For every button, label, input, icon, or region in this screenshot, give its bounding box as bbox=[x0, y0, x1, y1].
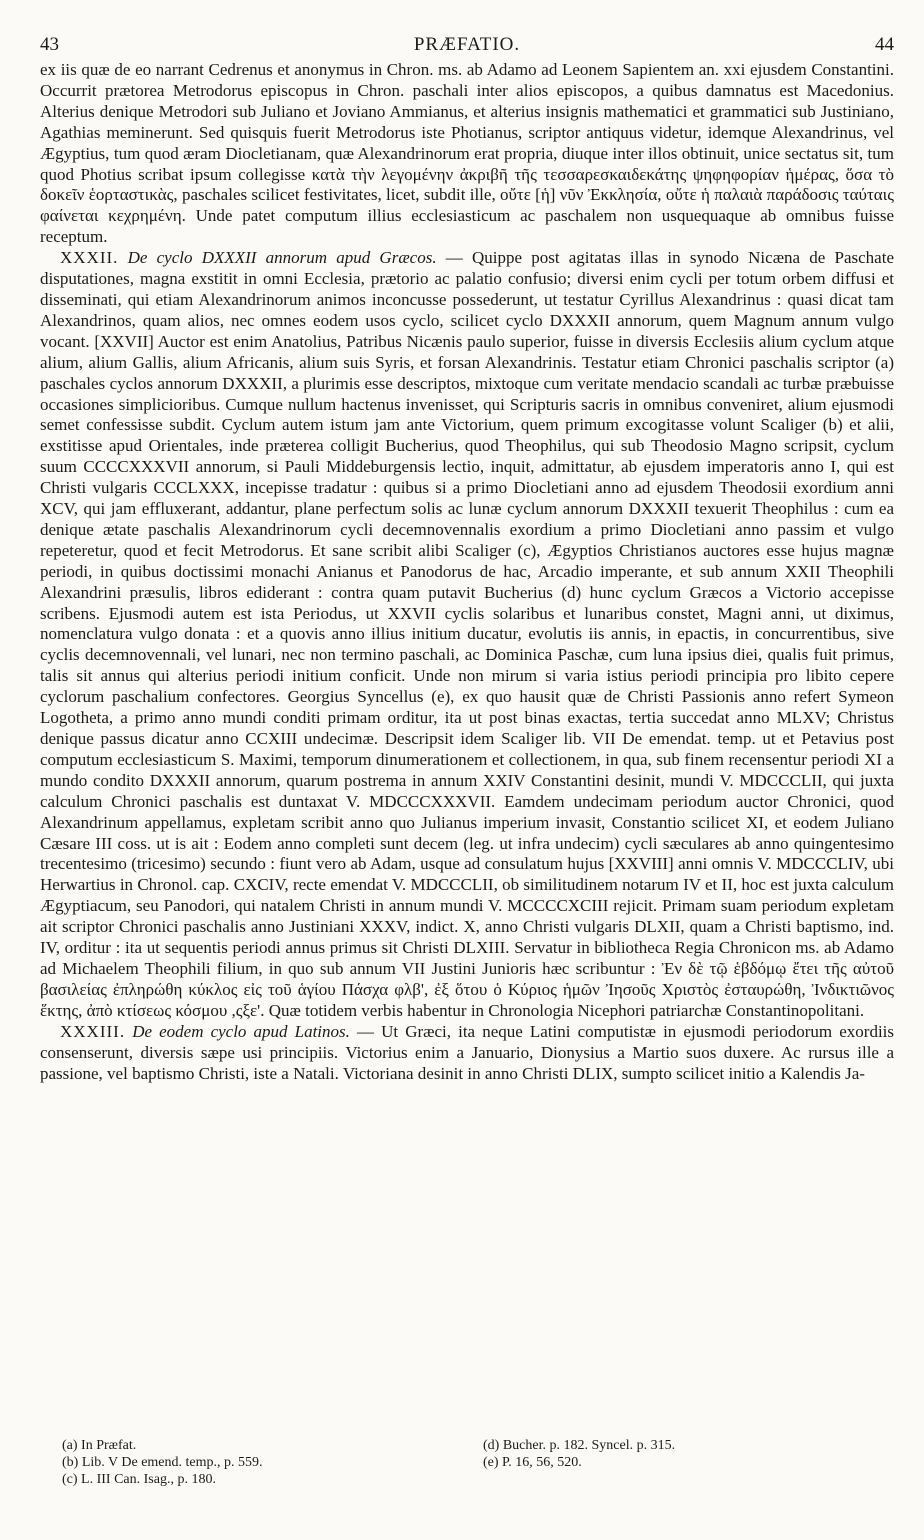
footnote: (c) L. III Can. Isag., p. 180. bbox=[62, 1472, 216, 1487]
section-number: XXXIII. bbox=[60, 1021, 126, 1041]
running-title: PRÆFATIO. bbox=[413, 34, 521, 55]
running-header bbox=[40, 34, 894, 56]
footnote: (a) In Præfat. bbox=[62, 1438, 137, 1453]
section-number: XXXII. bbox=[60, 248, 119, 268]
section-xxxii bbox=[40, 248, 894, 1022]
main-text bbox=[40, 60, 894, 1084]
paragraph-text: ex iis quæ de eo narrant Cedrenus et anonymus in Chron. ms. ab Adamo ad Leonem Sapientem an. xxi ejusdem Constantini. Occurrit prætorea Metrodorus episcopus in Chron. paschali inter alios episcopos, a quibus damnatus est Macedonius. Alterius denique Metrodori sub Juliano et Joviano Ammianus, et alterius insignis mathematici et grammatici sub Justiniano, Agathias meminerunt. Sed quisquis fuerit Metrodorus iste Photianus, scriptor antiquus videtur, idemque Alexandrinus, vel Ægyptius, tum quod æram Diocletianam, quæ Alexandrinorum erat propria, diuque inter illos obtinuit, unice sectatus sit, tum quod Photius scribat ipsum collegisse κατὰ τὴν λεγομένην ἀκριβῆ τῆς τεσσαρεσκαιδεκάτης ψηφηφορίαν ἡμέρας, ὅσα τὸ δοκεῖν ἑορταστικὰς, paschales scilicet festivitates, licet, subdit ille, οὔτε [ἡ] νῦν Ἐκκλησία, οὔτε ἡ παλαιὰ παράδοσις ταύταις φαίνεται κεχρημένη. Unde patet computum illius ecclesiasticum ac paschalem non usquequaque ab omnibus fuisse receptum. bbox=[40, 60, 894, 247]
section-text: — Ut Græci, ita neque Latini computistæ in ejusmodi periodorum exordiis consenserunt, diversis sæpe usi principiis. Victorius enim a Januario, Dionysius a Martio suos duxere. Ac rursus ille a passione, vel baptismo Christi, iste a Natali. Victoriana desinit in anno Christi DLIX, sumpto scilicet initio a Kalendis Ja- bbox=[40, 1021, 895, 1083]
section-xxxiii bbox=[40, 1022, 894, 1085]
paragraph-continued bbox=[40, 60, 894, 248]
section-text: — Quippe post agitatas illas in synodo Nicæna de Paschate disputationes, magna exstitit in omni Ecclesia, prætorio ac palatio confusio; diversi enim cycli per totum orbem diffusi et disseminati, qui etiam Alexandrinorum animos inconcusse possederunt, ut testatur Cyrillus Alexandrinus : quasi dicat tam Alexandrinos, quam alios, nec omnes eodem usos cyclo, scilicet cyclo DXXXII annorum, quem Magnum annum vulgo vocant. [XXVII] Auctor est enim Anatolius, Patribus Nicænis paulo superior, fuisse in diversis Ecclesiis alium cyclum atque alium, alium Gallis, alium Africanis, alium suis Syris, et forsan Alexandrinis. Testatur etiam Chronici paschalis scriptor (a) paschales cyclos annorum DXXXII, a plurimis esse descriptos, mixtoque cum veritate mendacio scandali ac turbæ præbuisse occasiones simplicioribus. Cumque nullum hactenus invenisset, qui Scripturis sacris in omnibus conveniret, alium ejusmodi semet confessisse subdit. Cyclum autem istum jam ante Victorium, quem primum excogitasse volunt Scaliger (b) et alii, exstitisse apud Orientales, inde præterea colligit Bucherius, quod Theophilus, qui sub Theodosio Magno scripsit, cyclum suum CCCCXXXVII annorum, si Pauli Middeburgensis lectio, inquit, admittatur, ab ejusdem imperatoris anno I, qui est Christi vulgaris CCCLXXX, incepisse tradatur : quibus si a primo Diocletiani anno ad ejusdem Theodosii exordium anni XCV, qui jam effluxerant, addantur, plane perfectum solis ac lunæ cyclum annorum DXXXII texuerit Theophilus : cum ea denique ætate paschalis Alexandrinorum cycli decemnovennalis exordium a primo Diocletiani anno passim et vulgo repeteretur, quod et fecit Metrodorus. Et sane scribit alibi Scaliger (c), Ægyptios Christianos auctores esse hujus magnæ periodi, in quibus doctissimi monachi Anianus et Panodorus de hac, Arcadio imperante, et sub annum XXII Theophili Alexandrini præsulis, libros ediderant : contra quam putavit Bucherius (d) hunc cyclum Græcos a Victorio accepisse scribens. Ejusmodi autem est ista Periodus, ut XXVII cyclis solaribus et lunaribus constet, Magni anni, ut diximus, nomenclatura vulgo donata : et a quovis anno illius initium ducatur, evolutis iis annis, in epactis, in concurrentibus, sive cyclis decemnovennali, vel lunari, nec non termino paschali, ac Dominica Paschæ, cum luna ipsius diei, qualis fuit primus, talis sit annus qui alterius periodi initium conficit. Unde non mirum si varia istius periodi principia pro libito cepere cyclorum paschalium confectores. Georgius Syncellus (e), ex quo hausit quæ de Christi Passionis anno refert Symeon Logotheta, a primo anno mundi conditi primam orditur, ita ut post binas exactas, tertia succedat anno MLXV; Christus denique passus dicatur anno CCXIII undecimæ. Descripsit idem Scaliger lib. VII De emendat. temp. ut et Petavius post computum ecclesiasticum S. Maximi, temporum dinumerationem et collectionem, in qua, sub finem recensentur periodi XI a mundo condito DXXXII annorum, quarum postrema in annum XXIV Constantini desinit, mundi V. MDCCCLII, qui juxta calculum Chronici paschalis est duntaxat V. MDCCCXXXVII. Eamdem undecimam periodum auctor Chronici, quod Alexandrinum appellamus, expletam scribit anno quo Julianus imperium invasit, Constantio scilicet XI, et eodem Juliano Cæsare III coss. ut is ait : Eodem anno completi sunt decem (leg. ut infra undecim) cycli sæculares ab anno quingentesimo trecentesimo (tricesimo) secundo : fiunt vero ab Adam, usque ad consulatum hujus [XXVIII] anni omnis V. MDCCCLIV, ubi Herwartius in Chronol. cap. CXCIV, recte emendat V. MDCCCLII, ob similitudinem notarum IV et II, hoc est juxta calculum Ægyptiacum, seu Panodori, qui natalem Christi in annum mundi V. MCCCCXCIII rejicit. Primam suam periodum expletam ait scriptor Chronici paschalis anno Justiniani XXXV, indict. X, anno Christi vulgaris DLXII, quam a Christi baptismo, ind. IV, orditur : ita ut sequentis periodi annus primus sit Christi DLXIII. Servatur in bibliotheca Regia Chronicon ms. ab Adamo ad Michaelem Theophili filium, in quo sub annum VII Justini Junioris hæc scribuntur : Ἐν δὲ τῷ ἑβδόμῳ ἔτει τῆς αὐτοῦ βασιλείας ἐπληρώθη κύκλος εἰς τοῦ ἁγίου Πάσχα φλβ', ἐξ ὅτου ὁ Κύριος ἡμῶν Ἰησοῦς Χριστὸς ἐσταυρώθη, Ἰνδικτιῶνος ἕκτης, ἀπὸ κτίσεως κόσμου ,ςξε'. Quæ totidem verbis habentur in Chronologia Nicephori patriarchæ Constantinopolitani. bbox=[40, 248, 894, 1020]
footnote: (b) Lib. V De emend. temp., p. 559. bbox=[62, 1455, 263, 1470]
section-heading: De eodem cyclo apud Latinos. bbox=[132, 1021, 350, 1041]
page-number-right: 44 bbox=[875, 34, 894, 55]
footnotes-left-column bbox=[62, 1437, 443, 1488]
page-number-left: 43 bbox=[40, 34, 59, 55]
footnote: (d) Bucher. p. 182. Syncel. p. 315. bbox=[483, 1438, 676, 1453]
section-heading: De cyclo DXXXII annorum apud Græcos. bbox=[127, 248, 437, 268]
footnote: (e) P. 16, 56, 520. bbox=[483, 1455, 582, 1470]
footnotes bbox=[62, 1437, 864, 1488]
footnotes-right-column bbox=[443, 1437, 864, 1488]
